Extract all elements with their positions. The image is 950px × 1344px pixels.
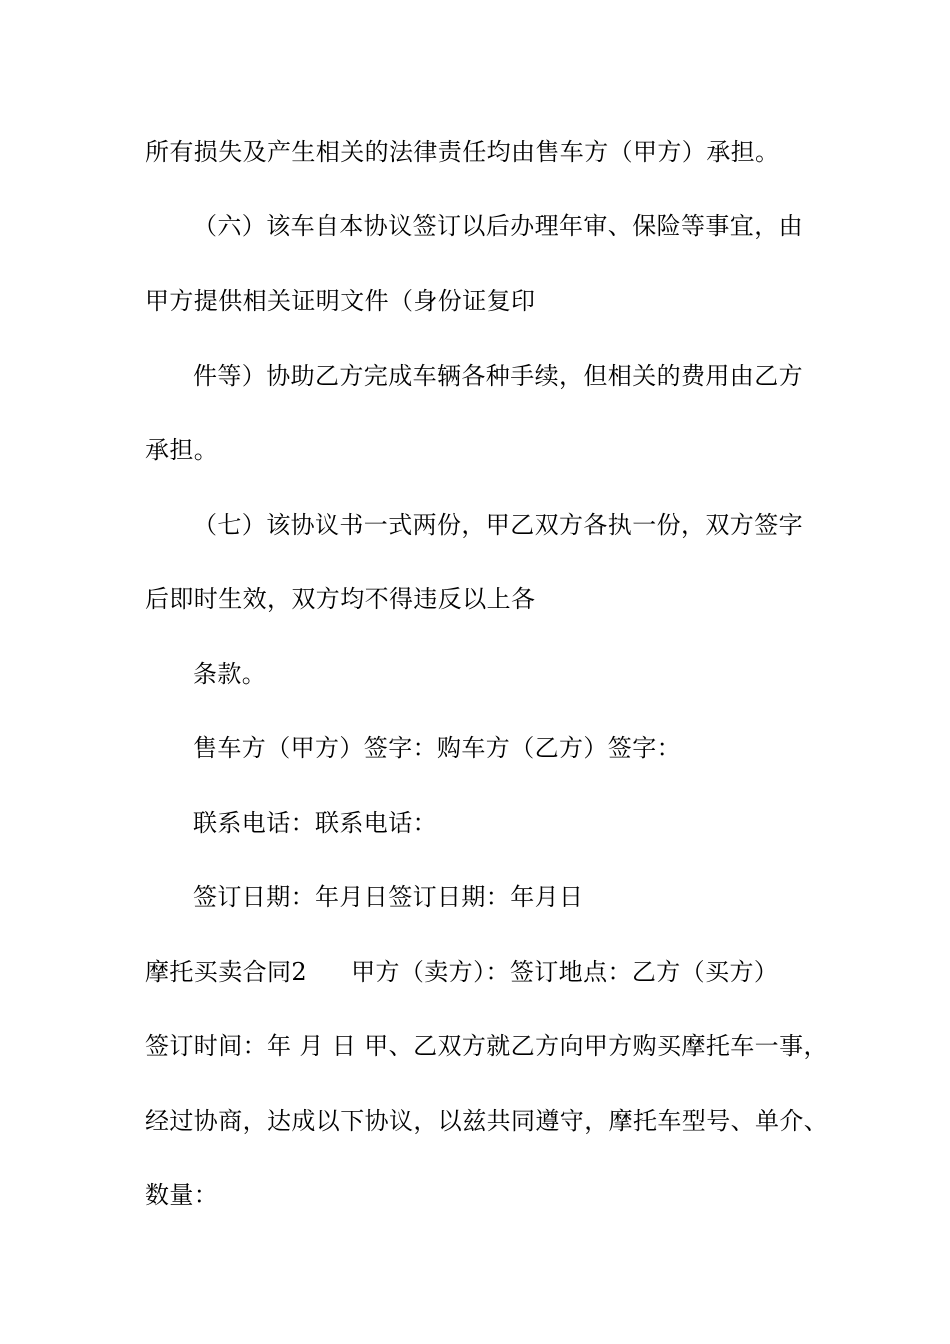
- paragraph-line: 所有损失及产生相关的法律责任均由售车方（甲方）承担。: [145, 138, 780, 166]
- paragraph-line: 件等）协助乙方完成车辆各种手续，但相关的费用由乙方: [193, 362, 803, 390]
- paragraph-line: （六）该车自本协议签订以后办理年审、保险等事宜，由: [193, 212, 803, 240]
- paragraph-line: 承担。: [145, 436, 219, 464]
- contract-parties: 甲方（卖方）：签订地点：乙方（买方）: [351, 958, 779, 986]
- contract-title: 摩托买卖合同2: [145, 958, 308, 986]
- paragraph-line: （七）该协议书一式两份，甲乙双方各执一份，双方签字: [193, 511, 803, 539]
- phone-line: 联系电话：联系电话：: [193, 809, 437, 837]
- contract-heading-line: [145, 956, 778, 988]
- paragraph-line: 甲方提供相关证明文件（身份证复印: [145, 287, 536, 315]
- paragraph-line: 数量：: [145, 1181, 219, 1209]
- paragraph-line: 后即时生效，双方均不得违反以上各: [145, 585, 536, 613]
- paragraph-line: 签订时间：年 月 日 甲、乙双方就乙方向甲方购买摩托车一事，: [145, 1032, 828, 1060]
- paragraph-line: 条款。: [193, 660, 267, 688]
- date-line: 签订日期：年月日签订日期：年月日: [193, 883, 584, 911]
- paragraph-line: 经过协商，达成以下协议，以兹共同遵守，摩托车型号、单介、: [145, 1107, 829, 1135]
- signature-line: 售车方（甲方）签字：购车方（乙方）签字：: [193, 734, 681, 762]
